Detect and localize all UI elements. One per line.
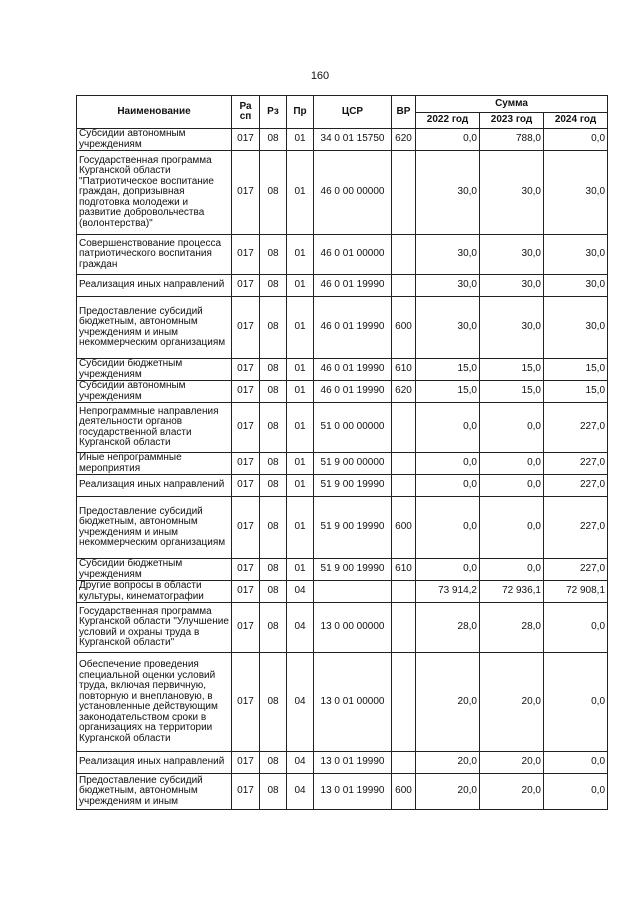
cell-y2022: 20,0 [416,752,480,774]
cell-pr: 01 [287,453,314,475]
cell-rasp: 017 [232,359,260,381]
table-row [77,752,608,774]
cell-y2023: 788,0 [480,129,544,151]
cell-vr: 600 [392,774,416,810]
cell-pr: 01 [287,475,314,497]
cell-csr: 46 0 00 00000 [314,151,392,235]
cell-y2023: 30,0 [480,297,544,359]
cell-csr: 13 0 01 19990 [314,774,392,810]
cell-pr: 04 [287,603,314,653]
cell-rz: 08 [260,297,287,359]
cell-rasp: 017 [232,403,260,453]
cell-y2024: 227,0 [544,475,608,497]
cell-vr: 620 [392,129,416,151]
cell-y2023: 28,0 [480,603,544,653]
table-row [77,559,608,581]
table-row [77,403,608,453]
cell-y2024: 227,0 [544,497,608,559]
cell-name: Предоставление субсидий бюджетным, автономным учреждениям и иным некоммерческим организациям [77,497,232,559]
cell-y2022: 0,0 [416,475,480,497]
cell-pr: 04 [287,774,314,810]
cell-rz: 08 [260,403,287,453]
cell-y2022: 30,0 [416,235,480,275]
cell-rasp: 017 [232,275,260,297]
cell-vr [392,752,416,774]
cell-rz: 08 [260,581,287,603]
cell-csr: 51 0 00 00000 [314,403,392,453]
cell-vr [392,403,416,453]
cell-rasp: 017 [232,497,260,559]
header-name: Наименование [77,96,232,129]
cell-name: Реализация иных направлений [77,752,232,774]
cell-rz: 08 [260,603,287,653]
cell-csr: 46 0 01 19990 [314,275,392,297]
cell-vr [392,475,416,497]
cell-y2022: 0,0 [416,497,480,559]
table-row [77,581,608,603]
cell-rz: 08 [260,752,287,774]
cell-y2023: 15,0 [480,359,544,381]
cell-rasp: 017 [232,129,260,151]
cell-pr: 01 [287,129,314,151]
cell-y2024: 72 908,1 [544,581,608,603]
header-csr: ЦСР [314,96,392,129]
cell-rasp: 017 [232,297,260,359]
cell-vr: 610 [392,359,416,381]
table-row [77,151,608,235]
cell-rasp: 017 [232,453,260,475]
cell-y2024: 227,0 [544,403,608,453]
cell-vr: 600 [392,497,416,559]
cell-rz: 08 [260,381,287,403]
cell-y2024: 227,0 [544,559,608,581]
table-body [77,129,608,810]
cell-y2022: 30,0 [416,297,480,359]
table-row [77,381,608,403]
header-vr: ВР [392,96,416,129]
cell-rasp: 017 [232,653,260,752]
cell-name: Государственная программа Курганской области "Патриотическое воспитание граждан, допризывная подготовка молодежи и развитие добровольчества (волонтерства)" [77,151,232,235]
cell-name: Совершенствование процесса патриотического воспитания граждан [77,235,232,275]
table-row [77,275,608,297]
cell-csr: 46 0 01 19990 [314,359,392,381]
cell-pr: 04 [287,581,314,603]
cell-y2024: 0,0 [544,653,608,752]
cell-y2024: 0,0 [544,774,608,810]
cell-rz: 08 [260,497,287,559]
cell-y2024: 0,0 [544,752,608,774]
cell-y2022: 0,0 [416,559,480,581]
cell-pr: 04 [287,653,314,752]
page-number: 160 [310,70,330,82]
table-row [77,774,608,810]
cell-name: Предоставление субсидий бюджетным, автономным учреждениям и иным некоммерческим организациям [77,297,232,359]
cell-vr: 620 [392,381,416,403]
cell-y2022: 15,0 [416,359,480,381]
cell-y2024: 30,0 [544,275,608,297]
cell-y2023: 0,0 [480,453,544,475]
cell-name: Субсидии бюджетным учреждениям [77,559,232,581]
cell-name: Непрограммные направления деятельности органов государственной власти Курганской области [77,403,232,453]
cell-rz: 08 [260,774,287,810]
cell-rasp: 017 [232,235,260,275]
cell-csr: 13 0 00 00000 [314,603,392,653]
cell-rasp: 017 [232,581,260,603]
cell-pr: 01 [287,497,314,559]
cell-csr: 51 9 00 19990 [314,559,392,581]
table-row [77,235,608,275]
cell-y2022: 73 914,2 [416,581,480,603]
cell-csr: 13 0 01 00000 [314,653,392,752]
cell-vr [392,581,416,603]
header-sum: Сумма [416,96,608,113]
cell-rasp: 017 [232,151,260,235]
cell-csr: 51 9 00 00000 [314,453,392,475]
cell-y2023: 30,0 [480,151,544,235]
cell-y2024: 227,0 [544,453,608,475]
cell-y2022: 20,0 [416,653,480,752]
cell-y2023: 0,0 [480,497,544,559]
cell-name: Государственная программа Курганской области "Улучшение условий и охраны труда в Курганской области" [77,603,232,653]
cell-rz: 08 [260,275,287,297]
cell-name: Реализация иных направлений [77,275,232,297]
header-2024: 2024 год [544,113,608,129]
cell-pr: 04 [287,752,314,774]
table-row [77,653,608,752]
cell-csr [314,581,392,603]
cell-rz: 08 [260,151,287,235]
header-2023: 2023 год [480,113,544,129]
cell-rasp: 017 [232,559,260,581]
cell-pr: 01 [287,403,314,453]
cell-rz: 08 [260,475,287,497]
cell-csr: 51 9 00 19990 [314,475,392,497]
cell-name: Субсидии автономным учреждениям [77,129,232,151]
cell-y2024: 15,0 [544,359,608,381]
cell-y2024: 30,0 [544,297,608,359]
cell-y2022: 0,0 [416,453,480,475]
cell-name: Иные непрограммные мероприятия [77,453,232,475]
cell-y2023: 30,0 [480,235,544,275]
cell-name: Субсидии автономным учреждениям [77,381,232,403]
cell-vr [392,453,416,475]
header-2022: 2022 год [416,113,480,129]
cell-name: Обеспечение проведения специальной оценки условий труда, включая первичную, повторную и внеплановую, в установленные действующим законодательством сроки в организациях на территории Курганской области [77,653,232,752]
cell-vr [392,151,416,235]
cell-rz: 08 [260,359,287,381]
cell-rasp: 017 [232,752,260,774]
cell-rz: 08 [260,559,287,581]
cell-y2023: 30,0 [480,275,544,297]
cell-rz: 08 [260,129,287,151]
header-rz: Рз [260,96,287,129]
cell-y2022: 0,0 [416,129,480,151]
cell-vr [392,235,416,275]
cell-y2024: 30,0 [544,235,608,275]
table-row [77,603,608,653]
cell-name: Другие вопросы в области культуры, кинематографии [77,581,232,603]
header-rasp: Ра сп [232,96,260,129]
cell-y2023: 72 936,1 [480,581,544,603]
cell-pr: 01 [287,559,314,581]
cell-name: Субсидии бюджетным учреждениям [77,359,232,381]
header-pr: Пр [287,96,314,129]
cell-y2024: 30,0 [544,151,608,235]
table-row [77,497,608,559]
cell-csr: 34 0 01 15750 [314,129,392,151]
cell-y2024: 0,0 [544,129,608,151]
cell-rz: 08 [260,235,287,275]
cell-rz: 08 [260,653,287,752]
table-row [77,475,608,497]
cell-y2023: 20,0 [480,653,544,752]
table-row [77,129,608,151]
table-row [77,453,608,475]
cell-name: Предоставление субсидий бюджетным, автономным учреждениям и иным [77,774,232,810]
cell-y2022: 28,0 [416,603,480,653]
cell-csr: 46 0 01 19990 [314,381,392,403]
cell-rasp: 017 [232,381,260,403]
cell-pr: 01 [287,151,314,235]
cell-csr: 46 0 01 00000 [314,235,392,275]
cell-pr: 01 [287,381,314,403]
cell-y2022: 30,0 [416,275,480,297]
cell-y2024: 0,0 [544,603,608,653]
cell-vr [392,653,416,752]
cell-csr: 51 9 00 19990 [314,497,392,559]
cell-vr: 600 [392,297,416,359]
cell-vr [392,275,416,297]
cell-y2023: 20,0 [480,752,544,774]
cell-rasp: 017 [232,475,260,497]
cell-vr [392,603,416,653]
cell-rz: 08 [260,453,287,475]
cell-rasp: 017 [232,603,260,653]
cell-csr: 46 0 01 19990 [314,297,392,359]
cell-pr: 01 [287,275,314,297]
table-row [77,297,608,359]
cell-y2023: 0,0 [480,475,544,497]
cell-pr: 01 [287,359,314,381]
cell-rasp: 017 [232,774,260,810]
cell-y2024: 15,0 [544,381,608,403]
cell-y2022: 30,0 [416,151,480,235]
cell-pr: 01 [287,297,314,359]
cell-y2023: 0,0 [480,559,544,581]
cell-y2022: 0,0 [416,403,480,453]
budget-table [76,95,608,810]
cell-y2022: 20,0 [416,774,480,810]
cell-y2023: 15,0 [480,381,544,403]
cell-pr: 01 [287,235,314,275]
cell-csr: 13 0 01 19990 [314,752,392,774]
cell-vr: 610 [392,559,416,581]
cell-y2023: 20,0 [480,774,544,810]
cell-y2023: 0,0 [480,403,544,453]
cell-name: Реализация иных направлений [77,475,232,497]
cell-y2022: 15,0 [416,381,480,403]
table-row [77,359,608,381]
